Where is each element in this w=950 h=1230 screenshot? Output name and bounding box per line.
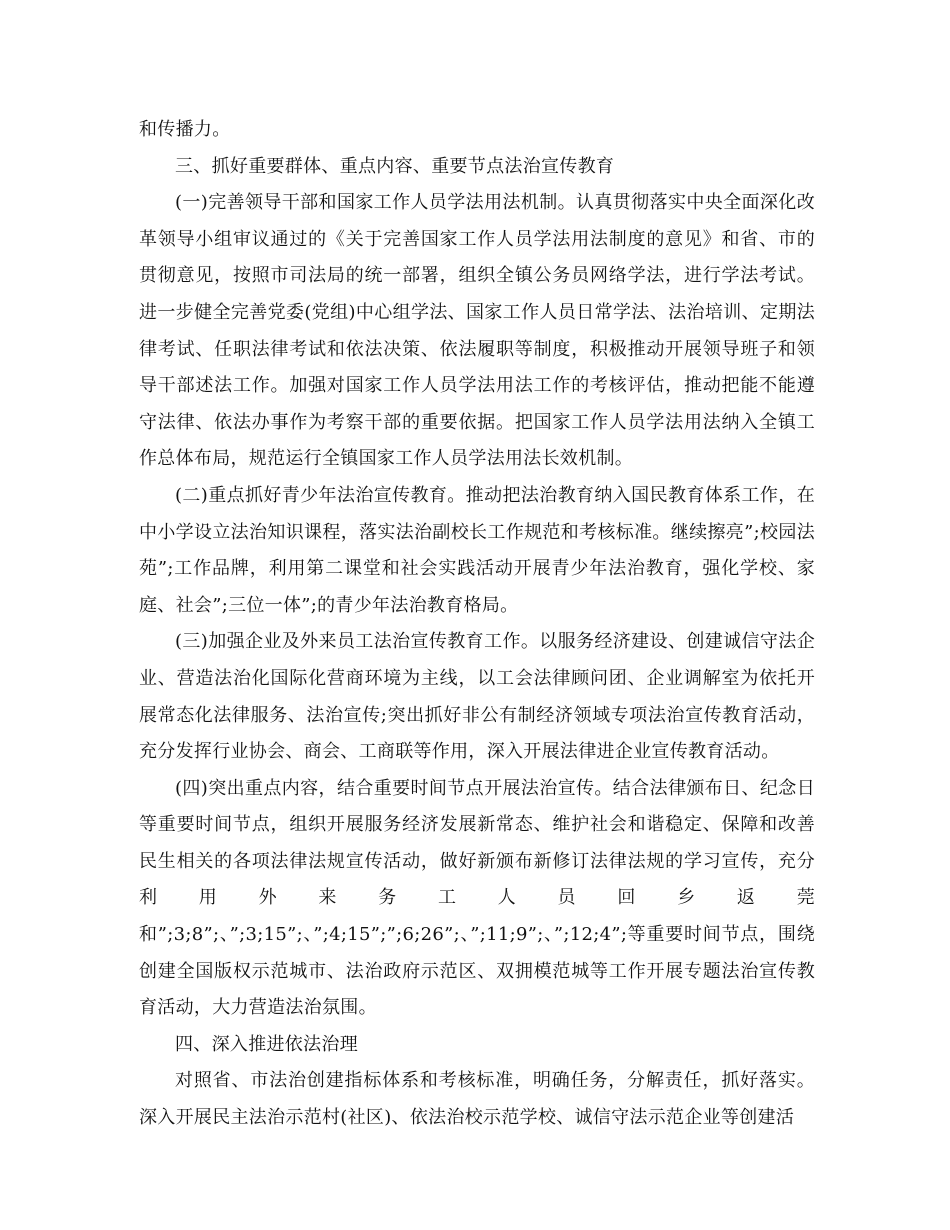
item-one-paragraph: (一)完善领导干部和国家工作人员学法用法机制。认真贯彻落实中央全面深化改革领导小组审议通过的《关于完善国家工作人员学法用法制度的意见》和省、市的贯彻意见，按照市司法局的统一部署，组织全镇公务员网络学法，进行学法考试。进一步健全完善党委(党组)中心组学法、国家工作人员日常学法、法治培训、定期法律考试、任职法律考试和依法决策、依法履职等制度，积极推动开展领导班子和领导干部述法工作。加强对国家工作人员学法用法工作的考核评估，推动把能不能遵守法律、依法办事作为考察干部的重要依据。把国家工作人员学法用法纳入全镇工作总体布局，规范运行全镇国家工作人员学法用法长效机制。 [139, 192, 815, 470]
section-four-heading: 四、深入推进依法治理 [175, 1033, 358, 1055]
item-four-paragraph: (四)突出重点内容，结合重要时间节点开展法治宣传。结合法律颁布日、纪念日等重要时间节点，组织开展服务经济发展新常态、维护社会和谐稳定、保障和改善民生相关的各项法律法规宣传活动，做好新颁布新修订法律法规的学习宣传，充分利用外来务工人员回乡返莞和”;3;8”;、”;3;15”;、”;4;15”;”;6;26”;、”;11;9”;、”;12;4”;等重要时间节点，围绕创建全国版权示范城市、法治政府示范区、双拥模范城等工作开展专题法治宣传教育活动，大力营造法治氛围。 [139, 777, 815, 1019]
section-three-heading: 三、抓好重要群体、重点内容、重要节点法治宣传教育 [175, 155, 615, 177]
item-two-paragraph: (二)重点抓好青少年法治宣传教育。推动把法治教育纳入国民教育体系工作，在中小学设立法治知识课程，落实法治副校长工作规范和考核标准。继续擦亮”;校园法苑”;工作品牌，利用第二课堂和社会实践活动开展青少年法治教育，强化学校、家庭、社会”;三位一体”;的青少年法治教育格局。 [139, 484, 815, 616]
section-four-body-paragraph: 对照省、市法治创建指标体系和考核标准，明确任务，分解责任，抓好落实。深入开展民主法治示范村(社区)、依法治校示范学校、诚信守法示范企业等创建活 [139, 1070, 815, 1129]
item-three-paragraph: (三)加强企业及外来员工法治宣传教育工作。以服务经济建设、创建诚信守法企业、营造法治化国际化营商环境为主线，以工会法律顾问团、企业调解室为依托开展常态化法律服务、法治宣传;突出抓好非公有制经济领域专项法治宣传教育活动，充分发挥行业协会、商会、工商联等作用，深入开展法律进企业宣传教育活动。 [139, 631, 815, 763]
document-body [139, 112, 815, 1137]
continuation-paragraph: 和传播力。 [139, 119, 231, 140]
